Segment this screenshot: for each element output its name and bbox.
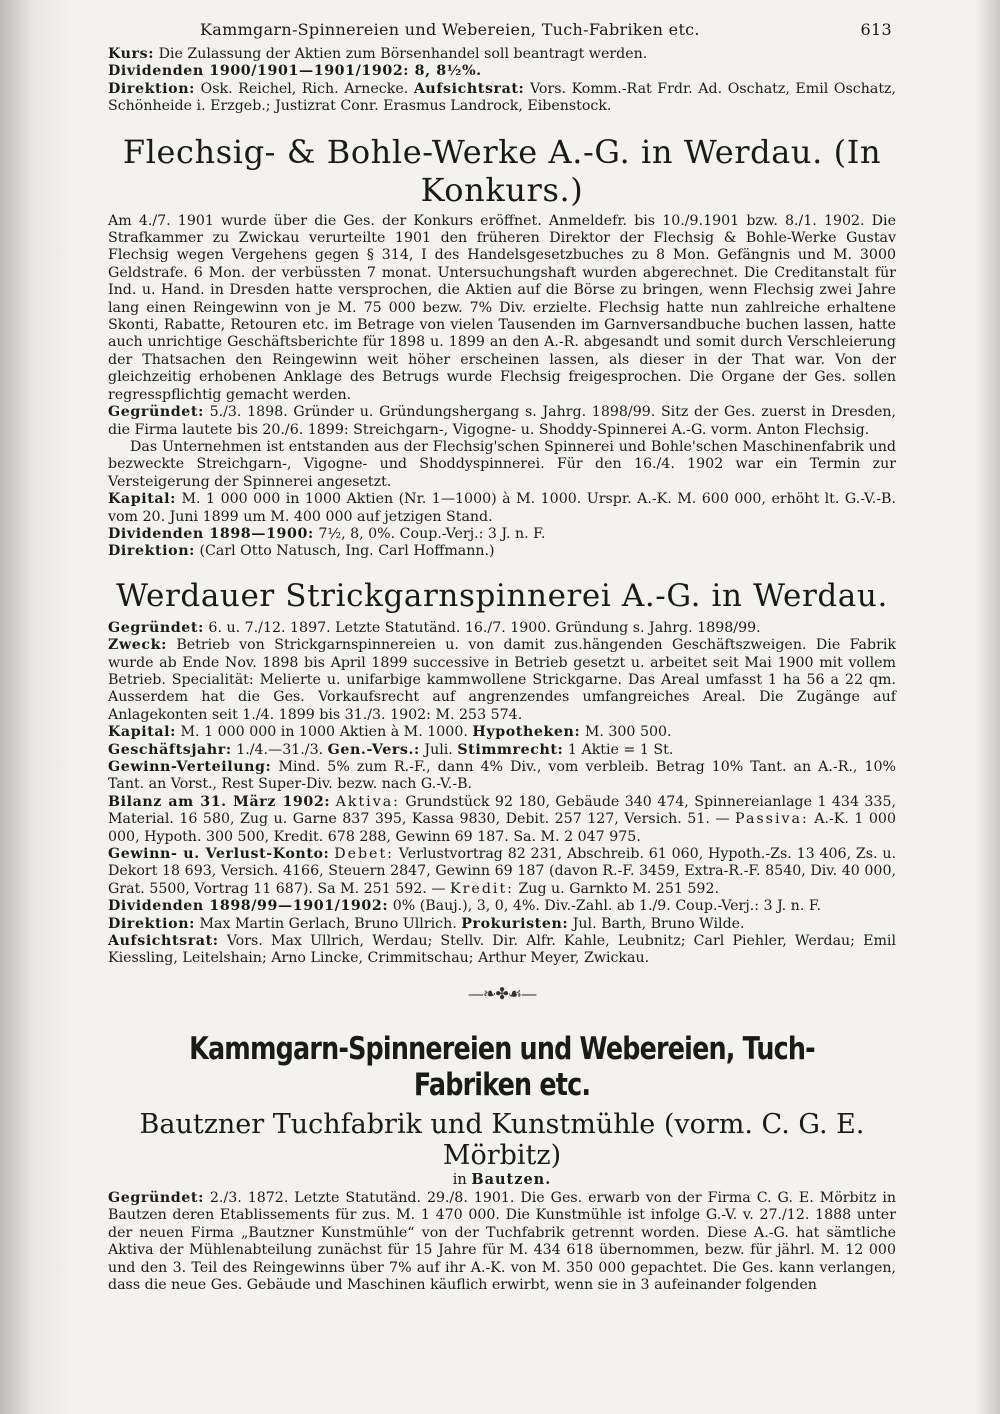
werdauer-gj-text: 1./4.—31./3.: [236, 741, 324, 758]
prev-direktion: [108, 81, 896, 116]
flechsig-kapital-label: Kapital:: [108, 491, 177, 508]
werdauer-zweck: [108, 637, 896, 724]
werdauer-aktiva-text: Grundstück 92 180, Gebäude 340 474, Spinnereianlage 1 434 335, Material. 16 580, Zug u. Garne 837 395, Kassa 9830, Debit. 257 127, Versich. 51. —: [108, 793, 896, 828]
flechsig-gegruendet: [108, 404, 896, 439]
werdauer-debet-text: Verlustvortrag 82 231, Abschreib. 61 060, Hypoth.-Zs. 13 406, Zs. u. Dekort 18 693, Versich. 4166, Steuern 2847, Gewinn 69 187 (davon R.-F. 3459, Extra-R.-F. 8540, Div. 40 000, Grat. 5500, Vortrag 11 687). Sa M. 251 592. —: [108, 846, 896, 897]
prev-kurs-text: Die Zulassung der Aktien zum Börsenhandel soll beantragt werden.: [158, 46, 648, 62]
bautzner-gegruendet-text: 2./3. 1872. Letzte Statutänd. 29./8. 1901. Die Ges. erwarb von der Firma C. G. E. Mörbitz in Bautzen deren Etablissements für zus. M. 1 470 000. Die Kunstmühle ist infolge G.-V. v. 27./12. 1888 unter der neuen Firma „Bautzner Kunstmühle“ von der Tuchfabrik getrennt worden. Diese A.-G. hat sämtliche Aktiva der Mühlenabteilung zunächst für 15 Jahre für M. 434 618 übernommen, bezw. für jährl. M. 12 000 und den 3. Teil des Reingewinns über 7% auf ihr A.-K. von M. 350 000 gepachtet. Die Ges. kann verlangen, dass die neue Ges. Gebäude und Maschinen käuflich erwirbt, wenn sie in 3 aufeinander folgenden: [108, 1189, 896, 1293]
werdauer-aufsichtsrat: [108, 933, 896, 968]
flechsig-dividenden-text: 7½, 8, 0%. Coup.-Verj.: 3 J. n. F.: [318, 525, 546, 542]
werdauer-gegruendet-text: 6. u. 7./12. 1897. Letzte Statutänd. 16./7. 1900. Gründung s. Jahrg. 1898/99.: [208, 619, 761, 636]
flechsig-kapital: [108, 491, 896, 526]
prev-dividenden: Dividenden 1900/1901—1901/1902: 8, 8½%.: [108, 63, 482, 80]
page-content: [108, 14, 896, 1294]
werdauer-bilanz-label: Bilanz am 31. März 1902:: [108, 793, 331, 810]
werdauer-kredit-label: Kredit:: [450, 880, 514, 897]
flechsig-unternehmen: Das Unternehmen ist entstanden aus der Flechsig'schen Spinnerei und Bohle'schen Maschinenfabrik und bezweckte Streichgarn-, Vigogne- und Shoddyspinnerei. Für den 16./4. 1902 war ein Termin zur Versteigerung der Spinnerei angesetzt.: [108, 438, 896, 490]
werdauer-dividenden: [108, 898, 896, 915]
flechsig-gegruendet-label: Gegründet:: [108, 404, 204, 421]
werdauer-gewinnverteilung: [108, 759, 896, 794]
bautzner-city-prefix: in: [452, 1171, 467, 1188]
flechsig-direktion-text: (Carl Otto Natusch, Ing. Carl Hoffmann.): [199, 543, 495, 560]
company-title-flechsig: Flechsig- & Bohle-Werke A.-G. in Werdau. (In Konkurs.): [122, 132, 882, 209]
prev-direktion-text: Osk. Reichel, Rich. Arnecke.: [200, 80, 409, 97]
flechsig-kapital-text: M. 1 000 000 in 1000 Aktien (Nr. 1—1000) à M. 1000. Urspr. A.-K. M. 600 000, erhöht lt. G.-V.-B. vom 20. Juni 1899 um M. 400 000 auf jetzigen Stand.: [108, 491, 896, 525]
werdauer-kredit-text: Zug u. Garnkto M. 251 592.: [518, 880, 719, 897]
werdauer-guv-label: Gewinn- u. Verlust-Konto:: [108, 846, 330, 863]
werdauer-direktion: [108, 916, 896, 933]
werdauer-direktion-label: Direktion:: [108, 915, 195, 932]
werdauer-debet-label: Debet:: [334, 846, 394, 863]
werdauer-stimmrecht-label: Stimmrecht:: [457, 741, 564, 758]
prev-aufsichtsrat-label: Aufsichtsrat:: [413, 80, 525, 97]
prev-direktion-label: Direktion:: [108, 80, 195, 97]
werdauer-gegruendet-label: Gegründet:: [108, 619, 204, 636]
werdauer-bilanz: [108, 794, 896, 846]
werdauer-passiva-label: Passiva:: [735, 811, 809, 828]
werdauer-aufsichtsrat-text: Vors. Max Ullrich, Werdau; Stellv. Dir. Alfr. Kahle, Leubnitz; Carl Piehler, Werdau; Emil Kiessling, Leitelshain; Arno Lincke, Crimmitschau; Arthur Meyer, Zwickau.: [108, 933, 896, 967]
flechsig-dividenden: [108, 526, 896, 543]
flechsig-direktion: [108, 543, 896, 560]
company-title-werdauer: Werdauer Strickgarnspinnerei A.-G. in Werdau.: [116, 577, 888, 614]
werdauer-zweck-label: Zweck:: [108, 637, 167, 654]
werdauer-hypotheken-text: M. 300 500.: [584, 724, 672, 741]
flechsig-dividenden-label: Dividenden 1898—1900:: [108, 525, 314, 542]
page-number: 613: [860, 20, 892, 39]
prev-kurs-label: Kurs:: [108, 46, 155, 62]
werdauer-prokuristen-text: Jul. Barth, Bruno Wilde.: [572, 915, 745, 932]
werdauer-prokuristen-label: Prokuristen:: [461, 915, 569, 932]
running-head: [108, 14, 896, 46]
werdauer-genvers-text: Juli.: [424, 741, 453, 758]
werdauer-gewinnvert-text: Mind. 5% zum R.-F., dann 4% Div., vom verbleib. Betrag 10% Tant. an A.-R., 10% Tant. an Vorst., Rest Super-Div. bezw. nach G.-V.-B.: [108, 759, 896, 793]
flechsig-direktion-label: Direktion:: [108, 543, 195, 560]
werdauer-gegruendet: [108, 620, 896, 637]
werdauer-dividenden-label: Dividenden 1898/99—1901/1902:: [108, 898, 389, 915]
running-head-title: Kammgarn-Spinnereien und Webereien, Tuch-Fabriken etc.: [200, 20, 700, 39]
werdauer-kapital-label: Kapital:: [108, 724, 177, 741]
werdauer-genvers-label: Gen.-Vers.:: [327, 741, 420, 758]
flechsig-intro: Am 4./7. 1901 wurde über die Ges. der Konkurs eröffnet. Anmeldefr. bis 10./9.1901 bzw. 8./1. 1902. Die Strafkammer zu Zwickau verurteilte 1901 den früheren Direktor der Flechsig & Bohle-Werke Gustav Flechsig wegen Vergehens gegen § 314, I des Handelsgesetzbuches zu 8 Mon. Gefängnis und M. 3000 Geldstrafe. 6 Mon. der verbüssten 7 monat. Untersuchungshaft wurden abgerechnet. Die Creditanstalt für Ind. u. Hand. in Dresden hatte versprochen, die Aktien auf die Börse zu bringen, wenn Flechsig zwei Jahre lang einen Reingewinn von je M. 75 000 bezw. 7% Div. erzielte. Flechsig hatte nun zahlreiche erhaltene Skonti, Rabatte, Retouren etc. im Betrage von vielen Tausenden im Garnversandbuche buchen lassen, hatte auch unrichtige Geschäftsberichte für 1898 u. 1899 an den A.-R. abgesandt und somit durch Verschleierung der Thatsachen den Reingewinn weit höher erscheinen lassen, als dieser in der That war. Von der gleichzeitig erhobenen Anklage des Betrugs wurde Flechsig freigesprochen. Die Organe der Ges. sollen regresspflichtig gemacht werden.: [108, 212, 896, 403]
bautzner-gegruendet: [108, 1190, 896, 1294]
werdauer-kapital: [108, 724, 896, 741]
werdauer-hypotheken-label: Hypotheken:: [472, 724, 581, 741]
werdauer-gewinnvert-label: Gewinn-Verteilung:: [108, 759, 272, 775]
prev-kurs: [108, 46, 896, 63]
bautzner-city-line: [108, 1171, 896, 1188]
werdauer-passiva-text: A.-K. 1 000 000, Hypoth. 300 500, Kredit. 678 288, Gewinn 69 187. Sa. M. 2 047 975.: [108, 811, 896, 845]
bautzner-gegruendet-label: Gegründet:: [108, 1189, 204, 1206]
werdauer-geschaeftsjahr: [108, 742, 896, 759]
werdauer-direktion-text: Max Martin Gerlach, Bruno Ullrich.: [199, 915, 457, 932]
werdauer-guv: [108, 846, 896, 898]
werdauer-zweck-text: Betrieb von Strickgarnspinnereien u. von damit zus.hängenden Geschäftszweigen. Die Fabrik wurde ab Ende Nov. 1898 bis April 1899 successive in Betrieb gesetzt u. arbeitet seit Mai 1900 mit vollem Betrieb. Specialität: Melierte u. unifarbige kammwollene Strickgarne. Das Areal umfasst 1 ha 56 a 22 qm. Ausserdem hat die Ges. Vorkaufsrecht auf angrenzendes umfangreiches Areal. Die Zugänge auf Anlagekonten seit 1./4. 1899 bis 31./3. 1902: M. 253 574.: [108, 637, 896, 723]
werdauer-gj-label: Geschäftsjahr:: [108, 741, 232, 758]
prev-aufsichtsrat-text: Vors. Komm.-Rat Frdr. Ad. Oschatz, Emil Oschatz, Schönheide i. Erzgeb.; Justizrat Conr. Erasmus Landrock, Eibenstock.: [108, 80, 897, 115]
ornament-divider: —❧✤☙—: [467, 983, 537, 1003]
company-title-bautzner: Bautzner Tuchfabrik und Kunstmühle (vorm. C. G. E. Mörbitz): [139, 1108, 865, 1171]
flechsig-gegruendet-text: 5./3. 1898. Gründer u. Gründungshergang s. Jahrg. 1898/99. Sitz der Ges. zuerst in Dresden, die Firma lautete bis 20./6. 1899: Streichgarn-, Vigogne- u. Shoddy-Spinnerei A.-G. vorm. Anton Flechsig.: [108, 404, 896, 438]
werdauer-stimmrecht-text: 1 Aktie = 1 St.: [567, 741, 674, 758]
page-edge-shadow-left: [0, 0, 72, 1414]
page-edge-shadow-right: [976, 0, 1000, 1414]
werdauer-aufsichtsrat-label: Aufsichtsrat:: [108, 933, 219, 950]
bautzner-city: Bautzen.: [471, 1170, 552, 1188]
werdauer-kapital-text: M. 1 000 000 in 1000 Aktien à M. 1000.: [180, 724, 468, 741]
werdauer-aktiva-label: Aktiva:: [335, 793, 400, 810]
section-heading: Kammgarn-Spinnereien und Webereien, Tuch-Fabriken etc.: [189, 1030, 815, 1103]
werdauer-dividenden-text: 0% (Bauj.), 3, 0, 4%. Div.-Zahl. ab 1./9. Coup.-Verj.: 3 J. n. F.: [392, 898, 821, 915]
